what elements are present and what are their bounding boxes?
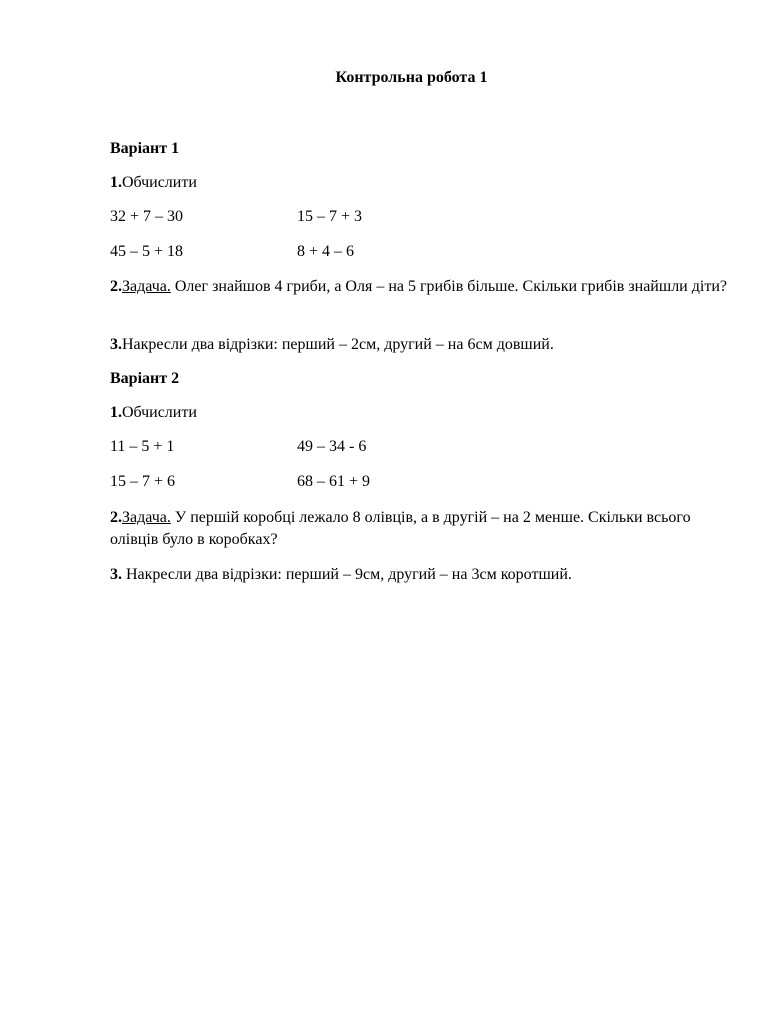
task-text: Обчислити [122, 174, 197, 191]
task-text: У першій коробці лежало 8 олівців, а в другій – на 2 менше. Скільки всього олівців було в коробках? [110, 509, 691, 548]
variant-1-task-3 [110, 335, 554, 355]
task-number: 1. [110, 174, 122, 191]
variant-1-expr-1b: 15 – 7 + 3 [297, 208, 363, 225]
task-text: Обчислити [122, 404, 197, 421]
variant-2-expr-2b: 68 – 61 + 9 [297, 473, 371, 490]
task-number: 3. [110, 566, 122, 583]
variant-1-task-2 [110, 276, 730, 298]
variant-2-heading: Варіант 2 [110, 370, 180, 387]
variant-1-task-1 [110, 173, 197, 193]
variant-2-expr-1b: 49 – 34 - 6 [297, 438, 367, 455]
task-text: Накресли два відрізки: перший – 9см, другий – на 3см коротший. [122, 566, 572, 583]
task-label: Задача. [122, 278, 171, 295]
task-text: Олег знайшов 4 гриби, а Оля – на 5 грибів більше. Скільки грибів знайшли діти? [170, 278, 727, 295]
task-number: 3. [110, 336, 122, 353]
variant-2-task-1 [110, 403, 197, 423]
task-text: Накресли два відрізки: перший – 2см, другий – на 6см довший. [122, 336, 554, 353]
variant-2-task-3 [110, 565, 572, 585]
task-number: 1. [110, 404, 122, 421]
task-number: 2. [110, 278, 122, 295]
variant-1-expr-1a: 32 + 7 – 30 [110, 208, 184, 225]
variant-1-heading: Варіант 1 [110, 140, 180, 157]
page-title: Контрольна робота 1 [335, 69, 488, 86]
variant-1-expr-2a: 45 – 5 + 18 [110, 243, 184, 260]
task-label: Задача. [122, 509, 171, 526]
task-number: 2. [110, 509, 122, 526]
variant-1-expr-2b: 8 + 4 – 6 [297, 243, 355, 260]
variant-2-task-2 [110, 507, 730, 551]
variant-2-expr-2a: 15 – 7 + 6 [110, 473, 176, 490]
variant-2-expr-1a: 11 – 5 + 1 [110, 438, 175, 455]
